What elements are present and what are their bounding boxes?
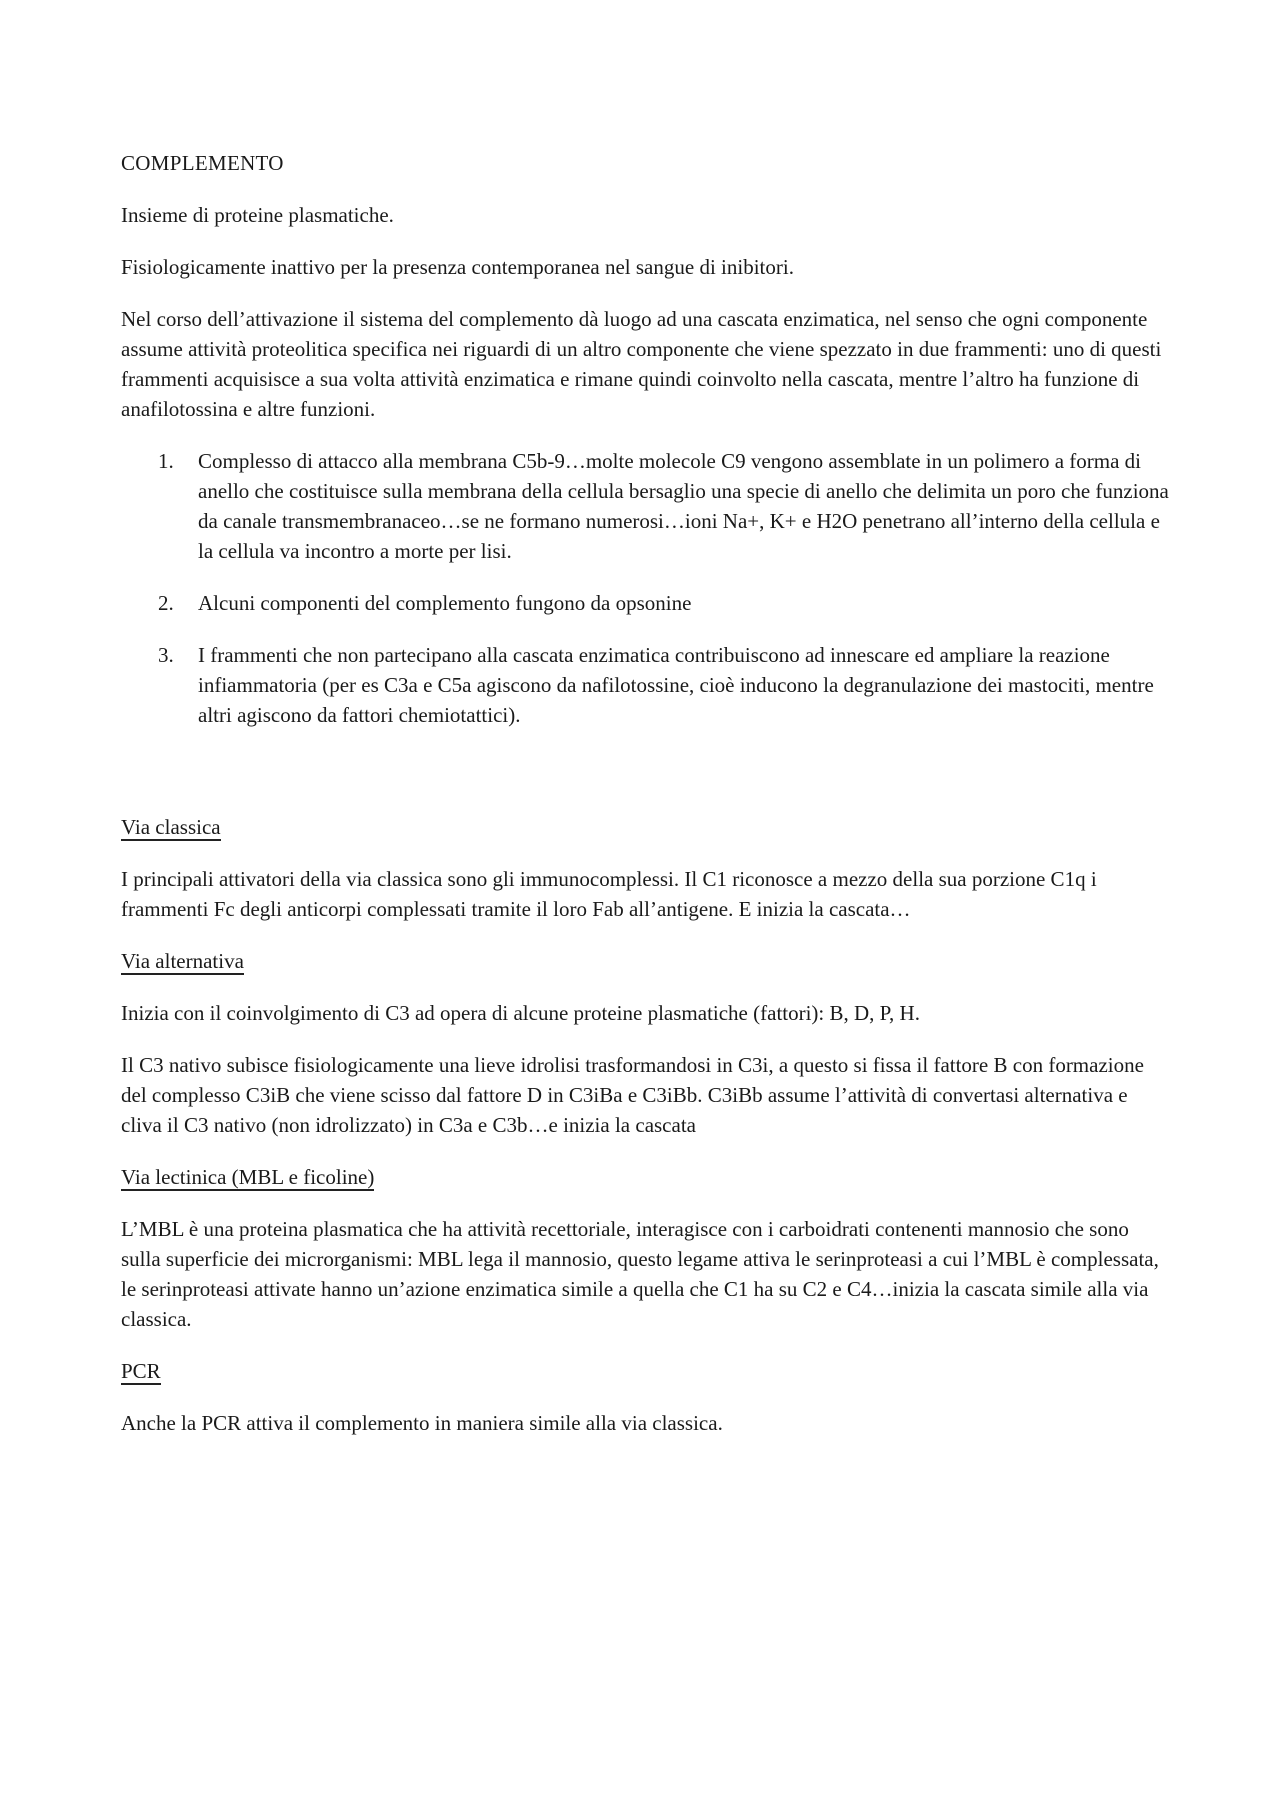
numbered-list xyxy=(121,446,1171,730)
list-item-text: I frammenti che non partecipano alla cascata enzimatica contribuiscono ad innescare ed ampliare la reazione infiammatoria (per es C3a e C5a agiscono da nafilotossine, cioè inducono la degranulazione dei mastociti, mentre altri agiscono da fattori chemiotattici). xyxy=(198,643,1154,727)
section-heading-via-lectinica xyxy=(121,1162,1171,1192)
document-page xyxy=(121,148,1171,1460)
section-heading-pcr xyxy=(121,1356,1171,1386)
list-item xyxy=(121,640,1171,730)
section-heading-via-alternativa xyxy=(121,946,1171,976)
section-heading-text: PCR xyxy=(121,1359,161,1383)
vertical-spacer xyxy=(121,752,1171,812)
intro-paragraph: Fisiologicamente inattivo per la presenza contemporanea nel sangue di inibitori. xyxy=(121,255,794,279)
section-paragraph: Anche la PCR attiva il complemento in maniera simile alla via classica. xyxy=(121,1411,723,1435)
list-item-number: 2. xyxy=(158,591,174,615)
section-paragraph: Il C3 nativo subisce fisiologicamente una lieve idrolisi trasformandosi in C3i, a questo si fissa il fattore B con formazione del complesso C3iB che viene scisso dal fattore D in C3iBa e C3iBb. C3iBb assume l’attività di convertasi alternativa e cliva il C3 nativo (non idrolizzato) in C3a e C3b…e inizia la cascata xyxy=(121,1053,1144,1137)
list-item xyxy=(121,446,1171,566)
intro-paragraph: Nel corso dell’attivazione il sistema del complemento dà luogo ad una cascata enzimatica, nel senso che ogni componente assume attività proteolitica specifica nei riguardi di un altro componente che viene spezzato in due frammenti: uno di questi frammenti acquisisce a sua volta attività enzimatica e rimane quindi coinvolto nella cascata, mentre l’altro ha funzione di anafilotossina e altre funzioni. xyxy=(121,307,1162,421)
list-item-number: 1. xyxy=(158,449,174,473)
section-heading-via-classica xyxy=(121,812,1171,842)
section-heading-text: Via lectinica (MBL e ficoline) xyxy=(121,1165,375,1189)
list-item-text: Alcuni componenti del complemento fungono da opsonine xyxy=(198,591,692,615)
list-item xyxy=(121,588,1171,618)
section-paragraph: L’MBL è una proteina plasmatica che ha attività recettoriale, interagisce con i carboidrati contenenti mannosio che sono sulla superficie dei microrganismi: MBL lega il mannosio, questo legame attiva le serinproteasi a cui l’MBL è complessata, le serinproteasi attivate hanno un’azione enzimatica simile a quella che C1 ha su C2 e C4…inizia la cascata simile alla via classica. xyxy=(121,1217,1159,1331)
intro-paragraph: Insieme di proteine plasmatiche. xyxy=(121,203,394,227)
section-paragraph: I principali attivatori della via classica sono gli immunocomplessi. Il C1 riconosce a mezzo della sua porzione C1q i frammenti Fc degli anticorpi complessati tramite il loro Fab all’antigene. E inizia la cascata… xyxy=(121,867,1097,921)
list-item-text: Complesso di attacco alla membrana C5b-9…molte molecole C9 vengono assemblate in un polimero a forma di anello che costituisce sulla membrana della cellula bersaglio una specie di anello che delimita un poro che funziona da canale transmembranaceo…se ne formano numerosi…ioni Na+, K+ e H2O penetrano all’interno della cellula e la cellula va incontro a morte per lisi. xyxy=(198,449,1169,563)
section-heading-text: Via alternativa xyxy=(121,949,244,973)
document-title: COMPLEMENTO xyxy=(121,151,284,175)
section-paragraph: Inizia con il coinvolgimento di C3 ad opera di alcune proteine plasmatiche (fattori): B, D, P, H. xyxy=(121,1001,920,1025)
list-item-number: 3. xyxy=(158,643,174,667)
section-heading-text: Via classica xyxy=(121,815,221,839)
